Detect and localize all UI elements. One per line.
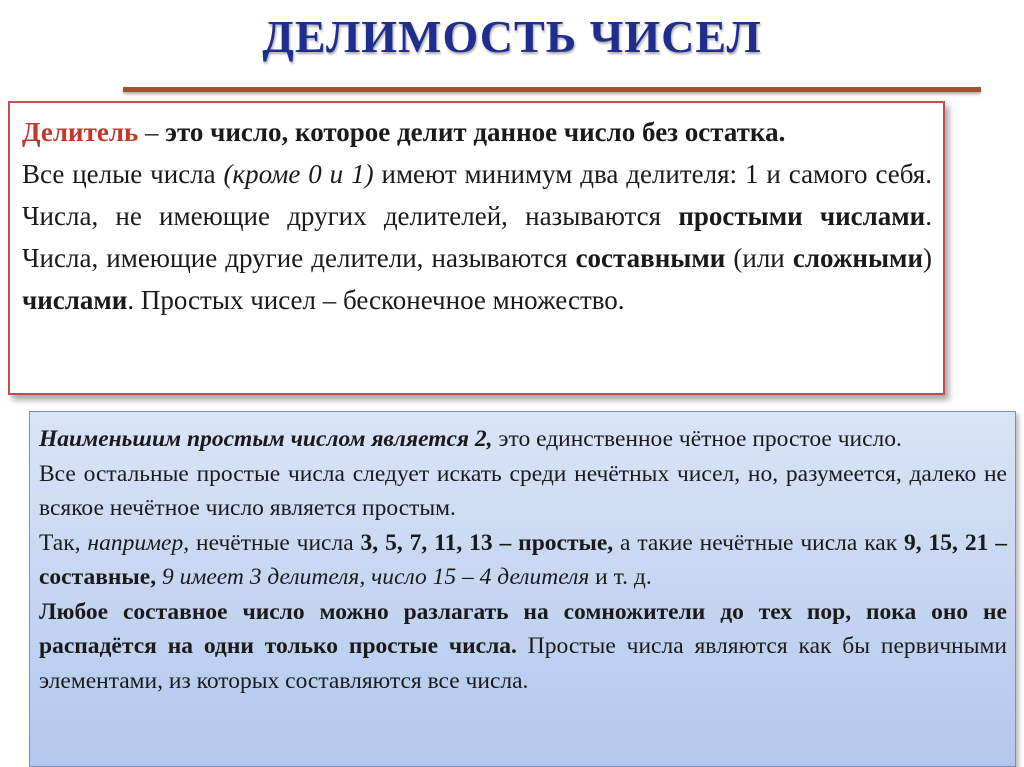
definition-paragraph	[22, 111, 932, 153]
text-span: . Простых чисел – бесконечное множество.	[127, 285, 625, 315]
text-span: нечётные числа	[189, 529, 361, 556]
info-paragraph-3	[39, 526, 1007, 595]
term-prime-numbers: простыми числами	[678, 201, 926, 231]
info-panel	[29, 411, 1016, 767]
factorization-statement: Любое составное число можно разлагать на сомножители до тех пор, пока оно не распадётся на одни только простые числа.	[39, 598, 1007, 659]
text-span: Так,	[39, 529, 88, 556]
text-span: )	[923, 243, 932, 273]
text-span: . Числа, имеющие другие делители, называются	[22, 201, 932, 273]
definition-dash: –	[138, 117, 166, 147]
smallest-prime-statement: Наименьшим простым числом является 2,	[39, 426, 493, 452]
term-complex: сложными	[792, 243, 923, 273]
page-title: ДЕЛИМОСТЬ ЧИСЕЛ	[262, 11, 762, 62]
text-span: Простые числа являются как бы первичными элементами, из которых составляются все числа.	[39, 633, 1007, 694]
prime-examples: 3, 5, 7, 11, 13 – простые,	[360, 529, 614, 556]
text-span: и т. д.	[589, 564, 652, 590]
definition-text: это число, которое делит данное число без остатка.	[165, 117, 786, 147]
composite-examples: 9, 15, 21 – составные,	[39, 529, 1007, 590]
term-numbers: числами	[22, 285, 128, 315]
definition-box	[8, 101, 945, 395]
text-span: а такие нечётные числа как	[613, 529, 905, 556]
italic-span: (кроме 0 и 1)	[223, 159, 374, 189]
info-paragraph-1	[39, 422, 1007, 457]
text-span: (или	[725, 243, 793, 273]
term-composite: составными	[575, 243, 726, 273]
text-span: имеют минимум два делителя: 1 и самого себя. Числа, не имеющие других делителей, называются	[22, 159, 932, 231]
text-span: Все целые числа	[22, 159, 224, 189]
title-underline	[123, 87, 981, 92]
info-paragraph-4	[39, 595, 1007, 699]
info-paragraph-2: Все остальные простые числа следует искать среди нечётных чисел, но, разумеется, далеко не всякое нечётное число является простым.	[39, 460, 1007, 521]
italic-span: например,	[87, 529, 190, 556]
divisor-count-note: 9 имеет 3 делителя, число 15 – 4 делителя	[161, 564, 590, 590]
term-divisor: Делитель	[22, 117, 139, 147]
divisors-paragraph	[22, 153, 932, 321]
text-span: это единственное чётное простое число.	[492, 426, 902, 452]
